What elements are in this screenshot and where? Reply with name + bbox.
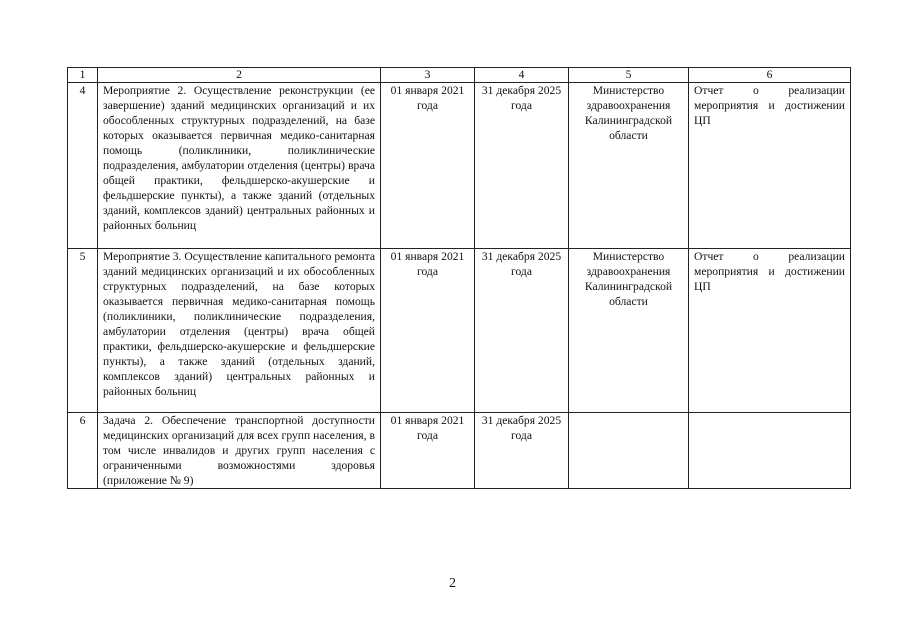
end-date: 31 декабря 2025 года (475, 83, 569, 249)
table-row (68, 249, 851, 413)
row-number: 6 (68, 413, 98, 489)
header-cell: 5 (569, 68, 689, 83)
row-number: 5 (68, 249, 98, 413)
end-date: 31 декабря 2025 года (475, 249, 569, 413)
row-number: 4 (68, 83, 98, 249)
activity-description: Задача 2. Обеспечение транспортной доступности медицинских организаций для всех групп населения, в том числе инвалидов и других групп населения с ограниченными возможностями здоровья (приложение № 9) (98, 413, 381, 489)
responsible-executor: Министерство здравоохранения Калининградской области (569, 249, 689, 413)
header-cell: 6 (689, 68, 851, 83)
result-report: Отчет о реализации мероприятия и достижении ЦП (689, 83, 851, 249)
table-row (68, 413, 851, 489)
activities-table (67, 67, 851, 489)
result-report: Отчет о реализации мероприятия и достижении ЦП (689, 249, 851, 413)
activity-description: Мероприятие 3. Осуществление капитального ремонта зданий медицинских организаций и их обособленных структурных подразделений, на базе которых оказывается первичная медико-санитарная помощь (поликлиники, поликлинические подразделения, амбулатории отделения (центры) врача общей практики, фельдшерско-акушерские и фельдшерские пункты), а также зданий (отдельных зданий, комплексов зданий) центральных районных и районных больниц (98, 249, 381, 413)
result-report (689, 413, 851, 489)
table-header-row (68, 68, 851, 83)
header-cell: 4 (475, 68, 569, 83)
responsible-executor: Министерство здравоохранения Калининградской области (569, 83, 689, 249)
activity-description: Мероприятие 2. Осуществление реконструкции (ее завершение) зданий медицинских организаций и их обособленных структурных подразделений, на базе которых оказывается первичная медико-санитарная помощь (поликлиники, поликлинические подразделения, амбулатории отделения (центры) врача общей практики, фельдшерско-акушерские и фельдшерские пункты), а также зданий (отдельных зданий, комплексов зданий) центральных районных и районных больниц (98, 83, 381, 249)
header-cell: 3 (381, 68, 475, 83)
start-date: 01 января 2021 года (381, 83, 475, 249)
end-date: 31 декабря 2025 года (475, 413, 569, 489)
table-row (68, 83, 851, 249)
page-number: 2 (449, 576, 456, 591)
responsible-executor (569, 413, 689, 489)
header-cell: 2 (98, 68, 381, 83)
start-date: 01 января 2021 года (381, 413, 475, 489)
header-cell: 1 (68, 68, 98, 83)
start-date: 01 января 2021 года (381, 249, 475, 413)
